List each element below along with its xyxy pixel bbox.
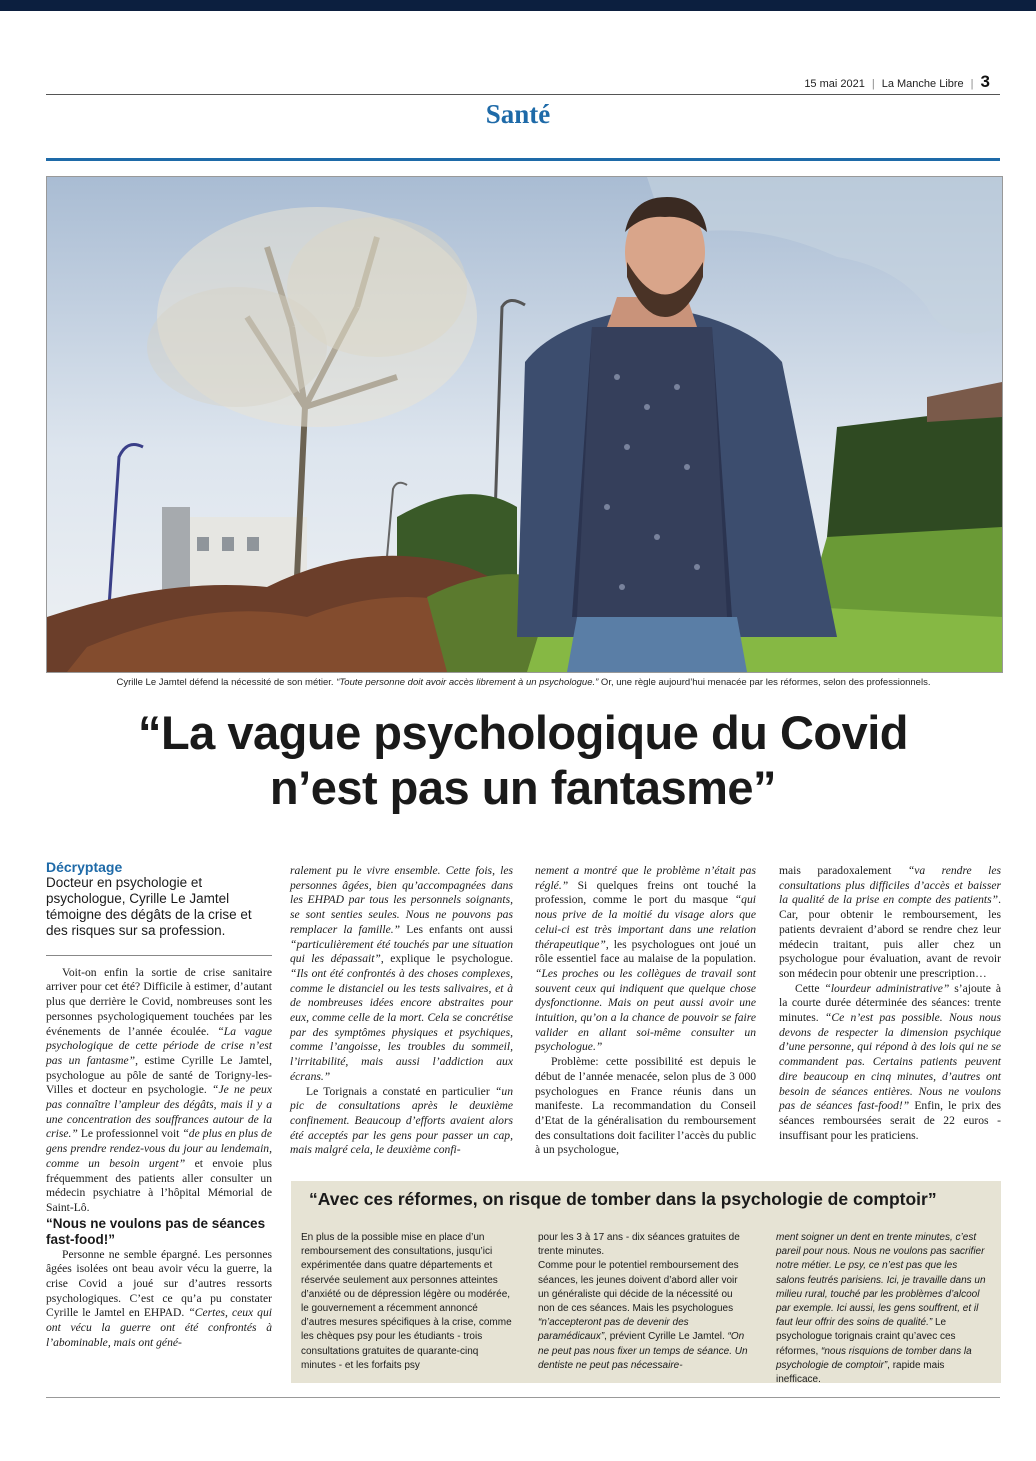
text-run: Si quelques freins ont touché la profession, comme le port du masque	[535, 878, 756, 907]
page-number: 3	[980, 72, 990, 91]
quote-run: “de plus en plus de gens prendre rendez-vous du jour au lendemain, comme un besoin urgent”	[46, 1127, 272, 1170]
paragraph	[46, 1248, 272, 1351]
text-run: Cette	[795, 981, 825, 995]
article-column-4	[779, 864, 1001, 1143]
article-column-3	[535, 864, 756, 1158]
text-run: Enfin, le prix des séances remboursées serait de 22 euros - insuffisant pour les praticiens.	[779, 1099, 1001, 1142]
quote-run: ment soigner un dent en trente minutes, c’est pareil pour nous. Nous ne voulons pas sacrifier notre métier. Le psy, ce n’est pas que les salons feutrés parisiens. Ici, je travaille dans un milieu rural, touché par les problèmes d’alcool par exemple. Ici aussi, les gens souffrent, et il faut leur offrir des soins de qualité.”	[776, 1232, 986, 1329]
quote-run: “n’accepteront pas de devenir des paramédicaux”	[538, 1317, 689, 1343]
article-photo	[46, 176, 1003, 673]
quote-run: ralement pu le vivre ensemble. Cette fois, les personnes âgées, bien qu’accompagnées dans les EHPAD par tous les personnels soignants, se sont senties seules. Nous ne pouvons pas remplacer la famille.”	[290, 864, 513, 936]
quote-run: “Ils ont été confrontés à des choses complexes, comme le distanciel ou les tests salivaires, et à de nombreuses idées encore abstraites pour eux, comme celle de la mort. Cela se concrétise par des symptômes physiques et psychiques, comme l’angoisse, les troubles du sommeil, l’irritabilité, mais aussi l’addiction aux écrans.”	[290, 966, 513, 1083]
text-run: Le Torignais a constaté en particulier	[306, 1084, 495, 1098]
quote-run: “un pic de consultations après le deuxième confinement. Beaucoup d’efforts avaient alors été acceptés par les gens pour passer un cap, mais malgré cela, le deuxième confi-	[290, 1084, 513, 1157]
paragraph: Problème: cette possibilité est depuis le début de l’année menacée, selon plus de 3 000 psychologues en France réunis dans un manifeste. La recommandation du Conseil d’Etat de la généralisation du remboursement des consultations doit faciliter l’accès du public à un psychologue,	[535, 1055, 756, 1157]
article-column-1	[46, 860, 272, 1351]
paragraph	[290, 864, 513, 1085]
folio-separator: |	[970, 78, 974, 90]
quote-run: “lourdeur administrative”	[824, 981, 950, 995]
text-run: Voit-on enfin la sortie de crise sanitaire arriver pour cet été? Difficile à estimer, d’autant plus que derrière le Covid, nombreuses sont les personnes psychologiquement touchées par les événements de l’année écoulée.	[46, 965, 272, 1038]
text-run: , estime Cyrille Le Jamtel, psychologue au pôle de santé de Torigny-les-Villes et docteur en psychologie.	[46, 1053, 272, 1097]
page-folio	[804, 72, 990, 92]
text-run: et envoie plus fréquemment des patients aller consulter un médecin psychiatre à l’hôpital Mémorial de Saint-Lô.	[46, 1156, 272, 1214]
quote-run: “Ce n’est pas possible. Nous nous devons de respecter la dimension psychique d’une personne, qui répond à des lois qui ne se commandent pas. Certains patients peuvent dire beaucoup en cinq minutes, d’autres ont besoin de séances entières. Nous ne voulons pas de séances fast-food!”	[779, 1011, 1001, 1113]
quote-run: nement a montré que le problème n’était pas réglé.”	[535, 864, 756, 892]
headline-line-2: n’est pas un fantasme”	[269, 761, 777, 814]
standfirst: Docteur en psychologie et psychologue, Cyrille Le Jamtel témoigne des dégâts de la crise et des risques sur sa profession.	[46, 874, 252, 938]
caption-lead: Cyrille Le Jamtel défend la nécessité de son métier.	[116, 677, 337, 688]
photo-caption	[46, 677, 1001, 688]
text-run: , les psychologues ont joué un rôle essentiel face au malaise de la population.	[535, 937, 756, 966]
section-title: Santé	[485, 99, 551, 129]
article-column-2	[290, 864, 513, 1158]
text-run: . Car, pour obtenir le remboursement, les patients devraient d’abord se rendre chez leur médecin traitant, puis aller chez un psychologue pour évaluation, avant de revoir son médecin pour obtenir une prescription…	[779, 893, 1001, 980]
quote-run: “qui nous prive de la moitié du visage alors que celui-ci est très important dans une relation thérapeutique”	[535, 893, 756, 951]
text-run: Le professionnel voit	[77, 1127, 183, 1141]
text-run: Comme pour le potentiel remboursement des séances, les jeunes doivent d’abord aller voir un généraliste qui décide de la nécessité ou non de ces séances. Mais les psychologues	[538, 1260, 739, 1315]
quote-run: “va rendre les consultations plus difficiles d’accès et baisser la qualité de la prise en compte des patients”	[779, 864, 1001, 907]
paragraph	[535, 864, 756, 1055]
article-headline	[40, 705, 1006, 815]
sidebar-column-2	[538, 1231, 750, 1373]
issue-date: 15 mai 2021	[804, 78, 865, 90]
sidebar-column-3	[776, 1231, 988, 1387]
kicker: Décryptage	[46, 859, 123, 875]
paragraph	[779, 982, 1001, 1144]
newspaper-name: La Manche Libre	[881, 78, 964, 90]
text-run: , explique le psychologue.	[380, 952, 513, 966]
standfirst-rule	[46, 955, 272, 956]
paragraph	[290, 1085, 513, 1159]
text-run: Le psychologue torignais craint qu’avec ces réformes,	[776, 1317, 956, 1357]
quote-run: “On ne peut pas nous fixer un temps de séance. Un dentiste ne peut pas nécessaire-	[538, 1331, 748, 1371]
sidebar-box	[291, 1181, 1001, 1386]
text-run: pour les 3 à 17 ans - dix séances gratuites de trente minutes.	[538, 1232, 740, 1258]
folio-separator: |	[871, 78, 875, 90]
text-run: s’ajoute à la courte durée déterminée des séances: trente minutes.	[779, 981, 1001, 1025]
header-rule	[46, 94, 1000, 95]
section-rule	[46, 158, 1000, 161]
quote-run: “Certes, ceux qui ont vécu la guerre ont été confrontés à l’abominable, mais ont géné-	[46, 1306, 272, 1349]
sidebar-column-1: En plus de la possible mise en place d’un remboursement des consultations, jusqu’ici expérimentée dans quatre départements et réservée seulement aux personnes atteintes d’anxiété ou de dépression légère ou modérée, le gouvernement a récemment annoncé d’autres mesures spécifiques à la crise, comme les chèques psy pour les étudiants - trois consultations gratuites de quarante-cinq minutes - et les forfaits psy	[301, 1232, 512, 1371]
paragraph	[779, 864, 1001, 982]
text-run: mais paradoxalement	[779, 864, 908, 877]
text-run: Personne ne semble épargné. Les personnes âgées isolées ont beau avoir vécu la guerre, la crise Covid a joué sur d’autres ressorts psychologiques. C’est ce qu’a pu constater Cyrille le Jamtel en EHPAD.	[46, 1247, 272, 1320]
intertitle: “Nous ne voulons pas de séances fast-food!”	[46, 1215, 266, 1247]
text-run: , prévient Cyrille Le Jamtel.	[604, 1331, 728, 1343]
quote-run: “Je ne peux pas connaître l’ampleur des dégâts, mais il y a une concentration des souffrances autour de la crise.”	[46, 1083, 272, 1141]
headline-line-1: “La vague psychologique du Covid	[137, 706, 909, 759]
footer-rule	[46, 1397, 1000, 1398]
text-run: , rapide mais inefficace.	[776, 1359, 945, 1386]
quote-run: “Les proches ou les collègues de travail sont souvent ceux qui indiquent que quelque chose dysfonctionne. Mais on peut aussi avoir une intuition, qu’on a la chance de pouvoir se faire valider en allant soi-même consulter un psychologue.”	[535, 966, 756, 1054]
quote-run: “La vague psychologique de cette période de crise n’est pas un fantasme”	[46, 1024, 272, 1067]
paragraph	[46, 966, 272, 1216]
quote-run: “nous risquions de tomber dans la psychologie de comptoir”	[776, 1345, 972, 1371]
quote-run: “particulièrement été touchés par une situation qui les dépassait”	[290, 937, 513, 966]
sidebar-title: “Avec ces réformes, on risque de tomber dans la psychologie de comptoir”	[309, 1189, 937, 1209]
caption-tail: Or, une règle aujourd’hui menacée par les réformes, selon des professionnels.	[598, 677, 931, 688]
caption-quote: “Toute personne doit avoir accès librement à un psychologue.”	[336, 677, 599, 688]
top-color-bar	[0, 0, 1036, 11]
text-run: Les enfants ont aussi	[400, 922, 513, 936]
